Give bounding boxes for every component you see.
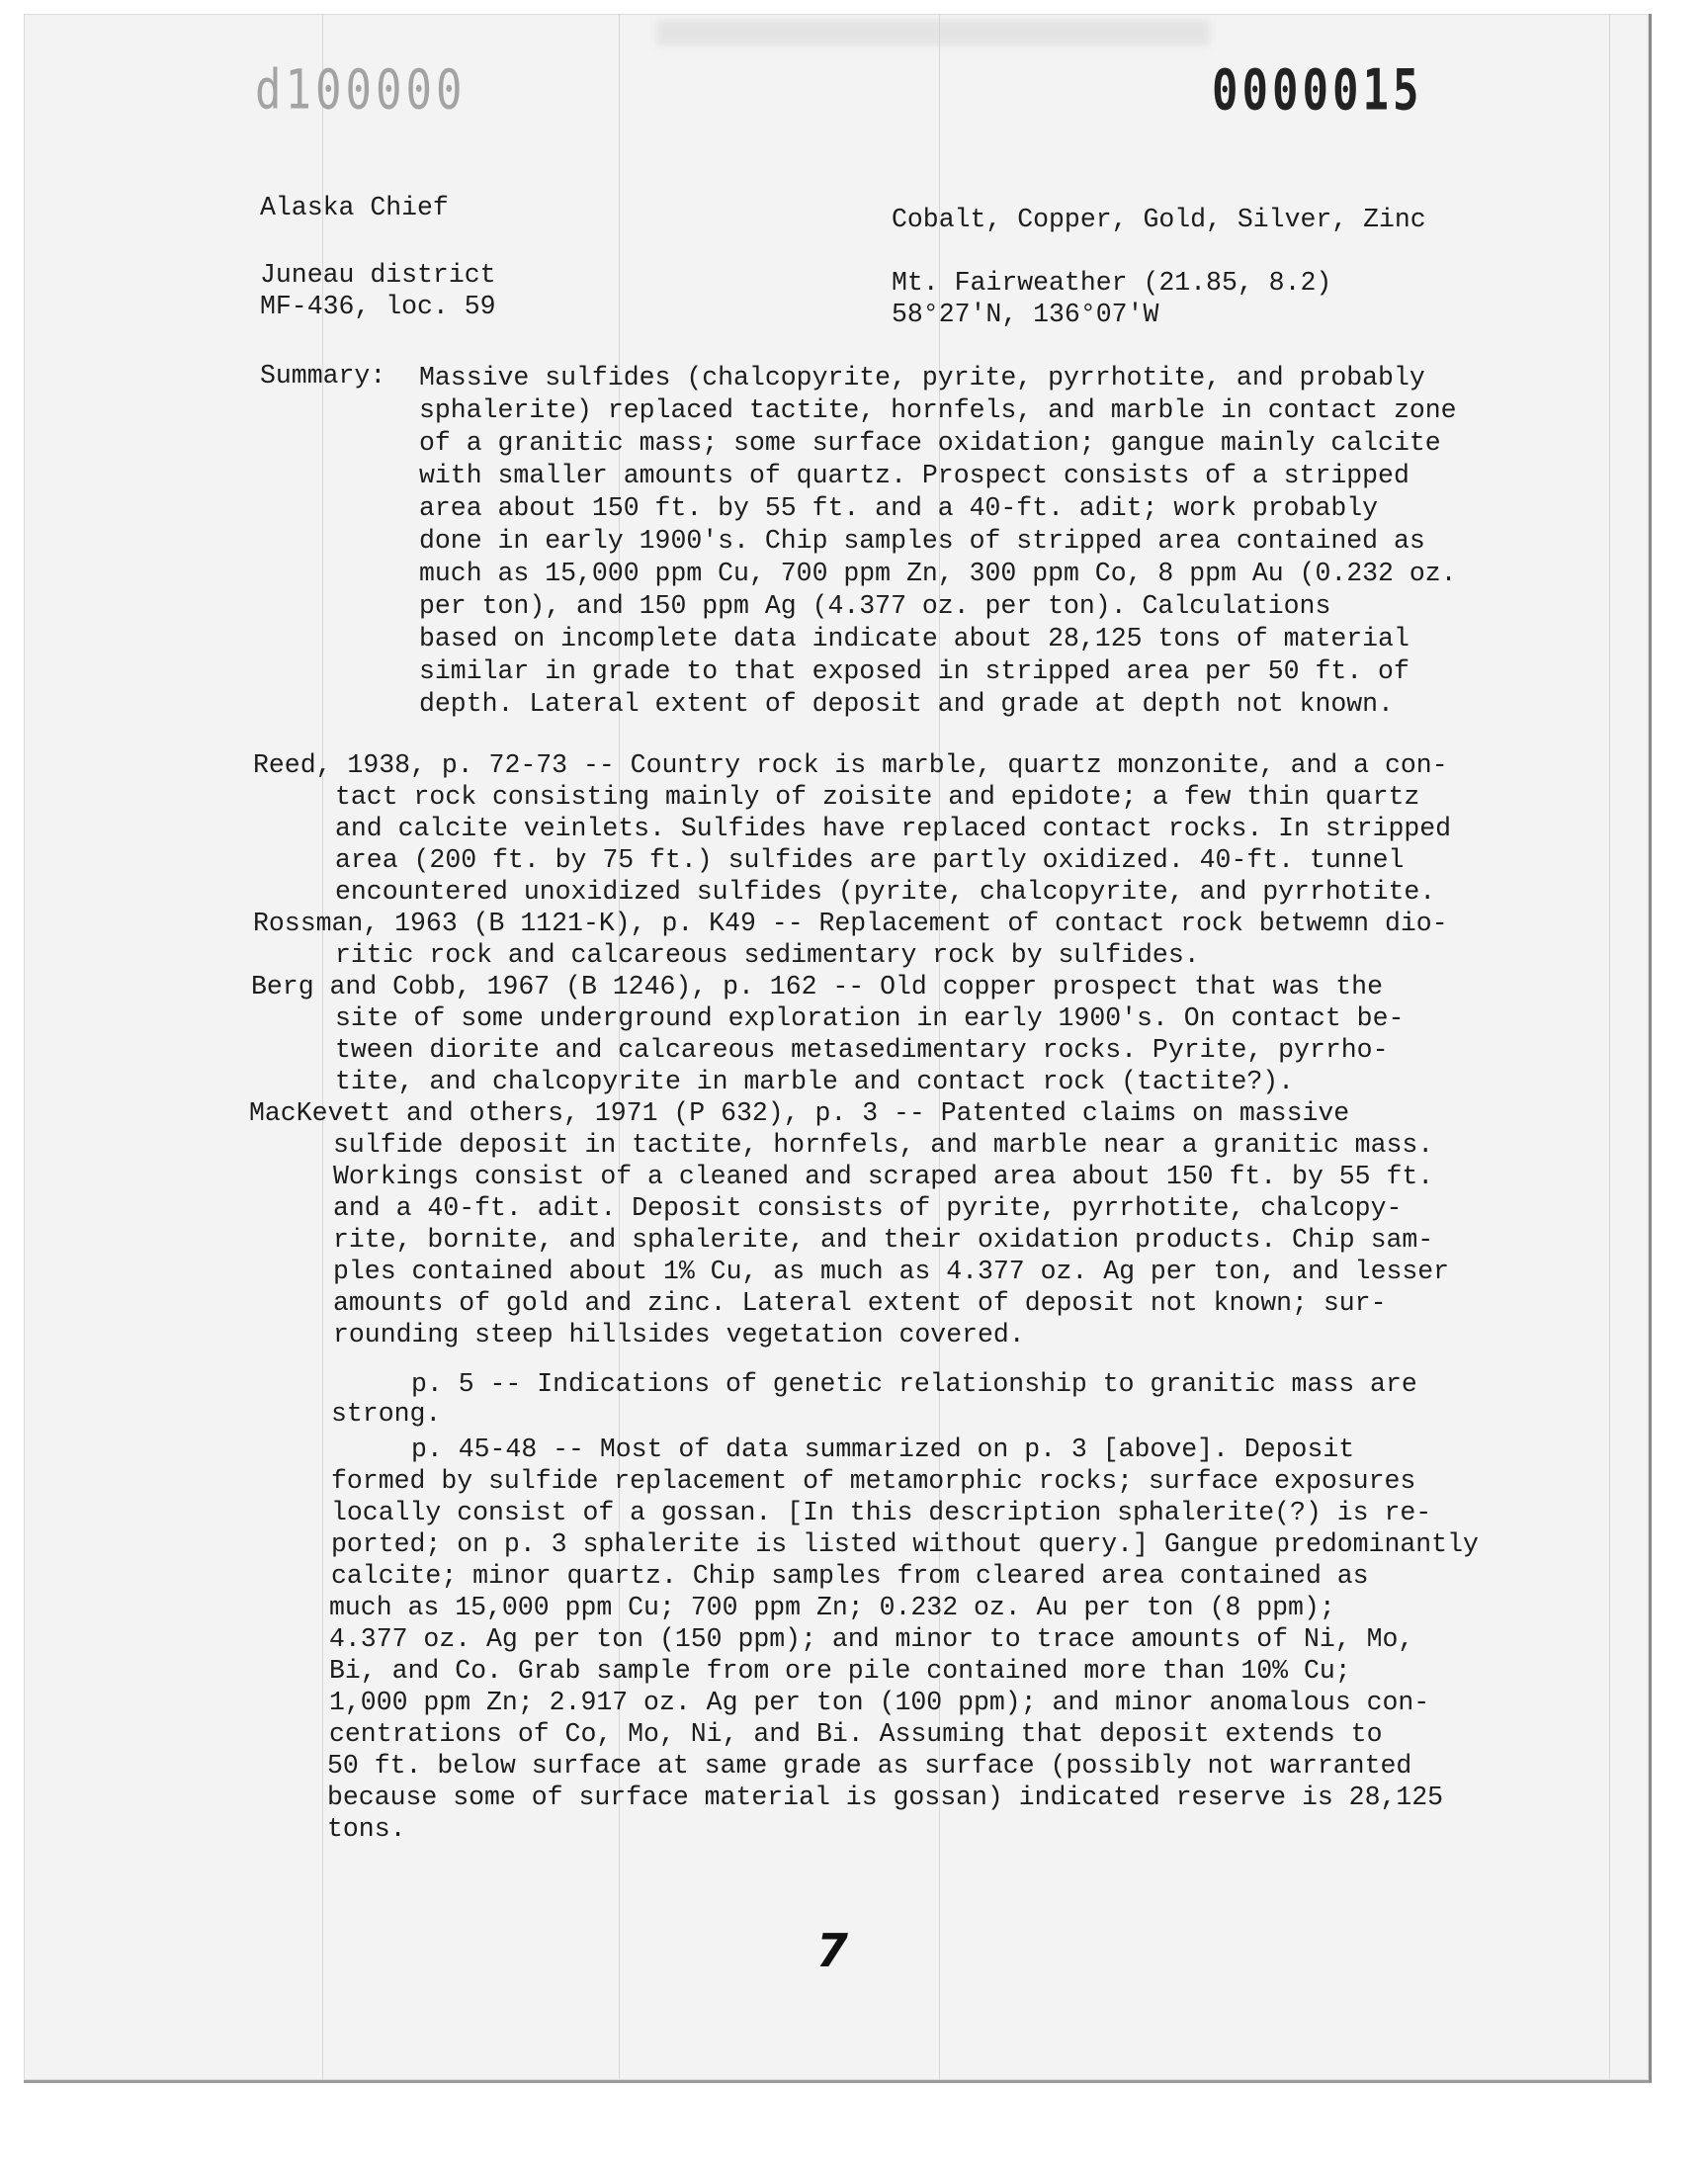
reference-line: because some of surface material is gossan) indicated reserve is 28,125 <box>327 1783 1444 1812</box>
stamp-right: 0000015 <box>1212 57 1423 124</box>
reference-line: amounts of gold and zinc. Lateral extent of deposit not known; sur- <box>333 1288 1387 1318</box>
reference-line: 50 ft. below surface at same grade as surface (possibly not warranted <box>327 1751 1412 1781</box>
reference-line: formed by sulfide replacement of metamorphic rocks; surface exposures <box>331 1466 1416 1496</box>
reference-line: MacKevett and others, 1971 (P 632), p. 3 -- Patented claims on massive <box>249 1098 1350 1128</box>
reference-line: 4.377 oz. Ag per ton (150 ppm); and minor to trace amounts of Ni, Mo, <box>329 1624 1414 1654</box>
reference-line: tact rock consisting mainly of zoisite and epidote; a few thin quartz <box>335 782 1420 812</box>
reference-line: rounding steep hillsides vegetation covered. <box>333 1320 1025 1349</box>
reference-line: 1,000 ppm Zn; 2.917 oz. Ag per ton (100 ppm); and minor anomalous con- <box>329 1688 1430 1717</box>
stamp-left: d100000 <box>255 58 467 123</box>
summary-line: area about 150 ft. by 55 ft. and a 40-ft. adit; work probably <box>419 493 1379 523</box>
summary-line: Massive sulfides (chalcopyrite, pyrite, pyrrhotite, and probably <box>419 363 1425 392</box>
summary-line: sphalerite) replaced tactite, hornfels, and marble in contact zone <box>419 395 1457 425</box>
reference-line: sulfide deposit in tactite, hornfels, and marble near a granitic mass. <box>333 1130 1434 1160</box>
fold-line <box>1609 14 1610 2080</box>
reference-line: Reed, 1938, p. 72-73 -- Country rock is marble, quartz monzonite, and a con- <box>253 750 1448 780</box>
reference-line: encountered unoxidized sulfides (pyrite, chalcopyrite, and pyrrhotite. <box>335 877 1436 907</box>
property-name: Alaska Chief <box>260 193 449 222</box>
summary-line: much as 15,000 ppm Cu, 700 ppm Zn, 300 ppm Co, 8 ppm Au (0.232 oz. <box>419 559 1457 588</box>
summary-line: with smaller amounts of quartz. Prospect consists of a stripped <box>419 461 1409 490</box>
summary-line: based on incomplete data indicate about 28,125 tons of material <box>419 624 1409 653</box>
summary-line: per ton), and 150 ppm Ag (4.377 oz. per ton). Calculations <box>419 591 1331 621</box>
reference-line: p. 45-48 -- Most of data summarized on p. 3 [above]. Deposit <box>411 1435 1355 1464</box>
reference-line: calcite; minor quartz. Chip samples from cleared area contained as <box>331 1561 1369 1591</box>
reference-line: strong. <box>331 1399 442 1429</box>
reference-line: and calcite veinlets. Sulfides have replaced contact rocks. In stripped <box>335 814 1452 843</box>
summary-line: of a granitic mass; some surface oxidation; gangue mainly calcite <box>419 428 1441 458</box>
reference-line: Berg and Cobb, 1967 (B 1246), p. 162 -- Old copper prospect that was the <box>251 972 1383 1001</box>
commodities: Cobalt, Copper, Gold, Silver, Zinc <box>892 205 1426 234</box>
fold-line <box>322 14 323 2080</box>
map-reference: MF-436, loc. 59 <box>260 292 496 321</box>
reference-line: tons. <box>327 1814 406 1844</box>
reference-line: site of some underground exploration in early 1900's. On contact be- <box>335 1003 1405 1033</box>
reference-line: rite, bornite, and sphalerite, and their oxidation products. Chip sam- <box>333 1225 1434 1255</box>
reference-line: p. 5 -- Indications of genetic relationship to granitic mass are <box>411 1369 1417 1399</box>
coordinates: 58°27'N, 136°07'W <box>892 300 1159 329</box>
quadrangle: Mt. Fairweather (21.85, 8.2) <box>892 268 1332 298</box>
reference-line: and a 40-ft. adit. Deposit consists of pyrite, pyrrhotite, chalcopy- <box>333 1193 1403 1223</box>
reference-line: centrations of Co, Mo, Ni, and Bi. Assuming that deposit extends to <box>329 1719 1383 1749</box>
reference-line: ported; on p. 3 sphalerite is listed without query.] Gangue predominantly <box>331 1529 1479 1559</box>
reference-line: Rossman, 1963 (B 1121-K), p. K49 -- Replacement of contact rock betwemn dio- <box>253 909 1448 938</box>
summary-line: similar in grade to that exposed in stripped area per 50 ft. of <box>419 656 1409 686</box>
district: Juneau district <box>260 260 496 290</box>
reference-line: ritic rock and calcareous sedimentary rock by sulfides. <box>335 940 1200 970</box>
reference-line: ples contained about 1% Cu, as much as 4.377 oz. Ag per ton, and lesser <box>333 1257 1450 1286</box>
reference-line: tween diorite and calcareous metasedimentary rocks. Pyrite, pyrrho- <box>335 1035 1389 1065</box>
reference-line: locally consist of a gossan. [In this description sphalerite(?) is re- <box>331 1498 1432 1527</box>
page-number: 7 <box>816 1924 849 1977</box>
scan-smudge <box>656 20 1210 45</box>
summary-line: done in early 1900's. Chip samples of stripped area contained as <box>419 526 1425 556</box>
reference-line: Bi, and Co. Grab sample from ore pile contained more than 10% Cu; <box>329 1656 1351 1686</box>
summary-label: Summary: <box>260 361 386 391</box>
reference-line: area (200 ft. by 75 ft.) sulfides are partly oxidized. 40-ft. tunnel <box>335 845 1405 875</box>
reference-line: tite, and chalcopyrite in marble and contact rock (tactite?). <box>335 1067 1295 1096</box>
reference-line: Workings consist of a cleaned and scraped area about 150 ft. by 55 ft. <box>333 1162 1434 1191</box>
summary-line: depth. Lateral extent of deposit and grade at depth not known. <box>419 689 1394 719</box>
reference-line: much as 15,000 ppm Cu; 700 ppm Zn; 0.232 oz. Au per ton (8 ppm); <box>329 1593 1335 1622</box>
